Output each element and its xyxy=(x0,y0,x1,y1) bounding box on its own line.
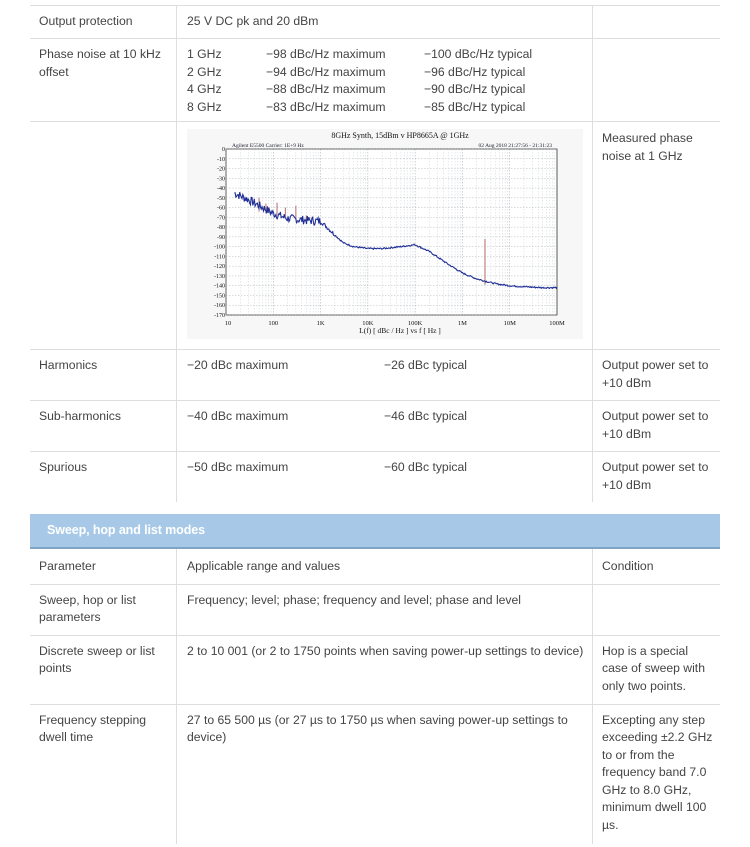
phase-noise-row xyxy=(187,99,592,117)
param-value: Frequency; level; phase; frequency and level; phase and level xyxy=(177,584,593,635)
y-tick-label: -50 xyxy=(217,195,225,202)
table-row xyxy=(30,584,720,635)
param-condition xyxy=(593,39,721,122)
plot-cell xyxy=(177,122,593,350)
param-condition: Output power set to +10 dBm xyxy=(602,409,709,441)
column-header-parameter: Parameter xyxy=(30,549,177,584)
param-value: 25 V DC pk and 20 dBm xyxy=(177,6,593,39)
pn-typical: −90 dBc/Hz typical xyxy=(424,82,526,96)
y-tick-label: -40 xyxy=(217,186,225,193)
pn-maximum: −98 dBc/Hz maximum xyxy=(266,47,386,61)
pn-typical: −96 dBc/Hz typical xyxy=(424,64,526,79)
y-tick-label: -140 xyxy=(214,283,225,290)
phase-noise-row xyxy=(187,64,592,82)
sweep-table xyxy=(30,549,720,844)
value-maximum: −50 dBc maximum xyxy=(187,460,289,474)
param-condition: Hop is a special case of sweep with only two points. xyxy=(602,643,705,693)
row-sub-harmonics xyxy=(30,401,720,452)
y-tick-label: -100 xyxy=(214,244,225,251)
row-spurious xyxy=(30,452,720,502)
phase-noise-row xyxy=(187,46,592,64)
column-header-condition: Condition xyxy=(602,559,654,573)
section-header-sweep xyxy=(30,514,720,549)
x-axis-label: L(f) [ dBc / Hz ] vs f [ Hz ] xyxy=(359,326,441,335)
phase-noise-chart xyxy=(187,129,583,339)
value-maximum: −40 dBc maximum xyxy=(187,409,289,423)
sweep-header-row xyxy=(30,549,720,584)
param-condition xyxy=(593,584,721,635)
param-value xyxy=(177,452,593,502)
y-tick-label: -80 xyxy=(217,225,225,232)
value-maximum: −20 dBc maximum xyxy=(187,358,289,372)
section-title: Sweep, hop and list modes xyxy=(47,523,205,537)
pn-typical: −85 dBc/Hz typical xyxy=(424,99,526,114)
value-typical: −60 dBc typical xyxy=(384,460,467,474)
y-tick-label: 0 xyxy=(222,147,225,153)
y-tick-label: -160 xyxy=(214,303,225,310)
param-label: Harmonics xyxy=(30,350,177,401)
y-tick-label: -130 xyxy=(214,273,225,280)
chart-title: 8GHz Synth, 15dBm v HP8665A @ 1GHz xyxy=(331,131,469,140)
phase-noise-values xyxy=(177,39,593,122)
param-value xyxy=(177,401,593,452)
row-output-protection xyxy=(30,6,720,39)
y-tick-label: -70 xyxy=(217,215,225,222)
param-label: Discrete sweep or list points xyxy=(30,635,177,704)
spec-table xyxy=(30,5,720,502)
pn-maximum: −83 dBc/Hz maximum xyxy=(266,99,386,114)
param-value: 27 to 65 500 µs (or 27 µs to 1750 µs when saving power-up settings to device) xyxy=(177,704,593,844)
y-tick-label: -90 xyxy=(217,234,225,241)
param-value xyxy=(177,350,593,401)
pn-frequency: 2 GHz xyxy=(187,64,222,79)
value-typical: −26 dBc typical xyxy=(384,358,467,372)
param-label: Spurious xyxy=(30,452,177,502)
param-condition xyxy=(593,6,721,39)
column-header-range: Applicable range and values xyxy=(177,549,593,584)
x-tick-label: 100M xyxy=(549,320,565,327)
y-tick-label: -10 xyxy=(217,156,225,163)
pn-maximum: −88 dBc/Hz maximum xyxy=(266,82,386,96)
pn-frequency: 1 GHz xyxy=(187,47,222,61)
x-tick-label: 10M xyxy=(503,320,516,327)
value-typical: −46 dBc typical xyxy=(384,409,467,423)
param-label: Phase noise at 10 kHz offset xyxy=(30,39,177,122)
x-tick-label: 100 xyxy=(268,320,279,327)
pn-maximum: −94 dBc/Hz maximum xyxy=(266,64,386,79)
plot-area xyxy=(226,149,557,315)
pn-frequency: 8 GHz xyxy=(187,99,222,114)
plot-caption: Measured phase noise at 1 GHz xyxy=(602,131,693,163)
row-harmonics xyxy=(30,350,720,401)
x-tick-label: 10K xyxy=(362,320,374,327)
table-row xyxy=(30,635,720,704)
param-label: Sweep, hop or list parameters xyxy=(30,584,177,635)
param-condition: Output power set to +10 dBm xyxy=(602,358,709,390)
x-tick-label: 1K xyxy=(316,320,325,327)
y-tick-label: -170 xyxy=(214,313,225,319)
y-tick-label: -20 xyxy=(217,166,225,173)
y-tick-label: -110 xyxy=(214,254,225,261)
y-tick-label: -60 xyxy=(217,205,225,212)
param-label xyxy=(30,122,177,350)
param-label: Frequency stepping dwell time xyxy=(30,704,177,844)
row-phase-noise-plot xyxy=(30,122,720,350)
x-tick-label: 1M xyxy=(457,320,467,327)
row-phase-noise xyxy=(30,39,720,122)
y-tick-label: -30 xyxy=(217,176,225,183)
y-tick-label: -120 xyxy=(214,264,225,271)
param-value: 2 to 10 001 (or 2 to 1750 points when saving power-up settings to device) xyxy=(177,635,593,704)
pn-frequency: 4 GHz xyxy=(187,82,222,96)
x-tick-label: 100K xyxy=(407,320,423,327)
param-condition: Excepting any step exceeding ±2.2 GHz to or from the frequency band 7.0 GHz to 8.0 GHz, minimum dwell 100 µs. xyxy=(602,712,713,832)
x-tick-label: 10 xyxy=(224,320,232,327)
pn-typical: −100 dBc/Hz typical xyxy=(424,47,533,61)
chart-header-right: 02 Aug 2018 21:27:56 - 21:31:23 xyxy=(478,143,552,149)
table-row xyxy=(30,704,720,844)
param-label: Sub-harmonics xyxy=(30,401,177,452)
param-label: Output protection xyxy=(30,6,177,39)
y-tick-label: -150 xyxy=(214,293,225,300)
phase-noise-row xyxy=(187,81,592,99)
param-condition: Output power set to +10 dBm xyxy=(602,460,709,492)
chart-header-left: Agilent E5500 Carrier: 1E+9 Hz xyxy=(232,143,304,149)
